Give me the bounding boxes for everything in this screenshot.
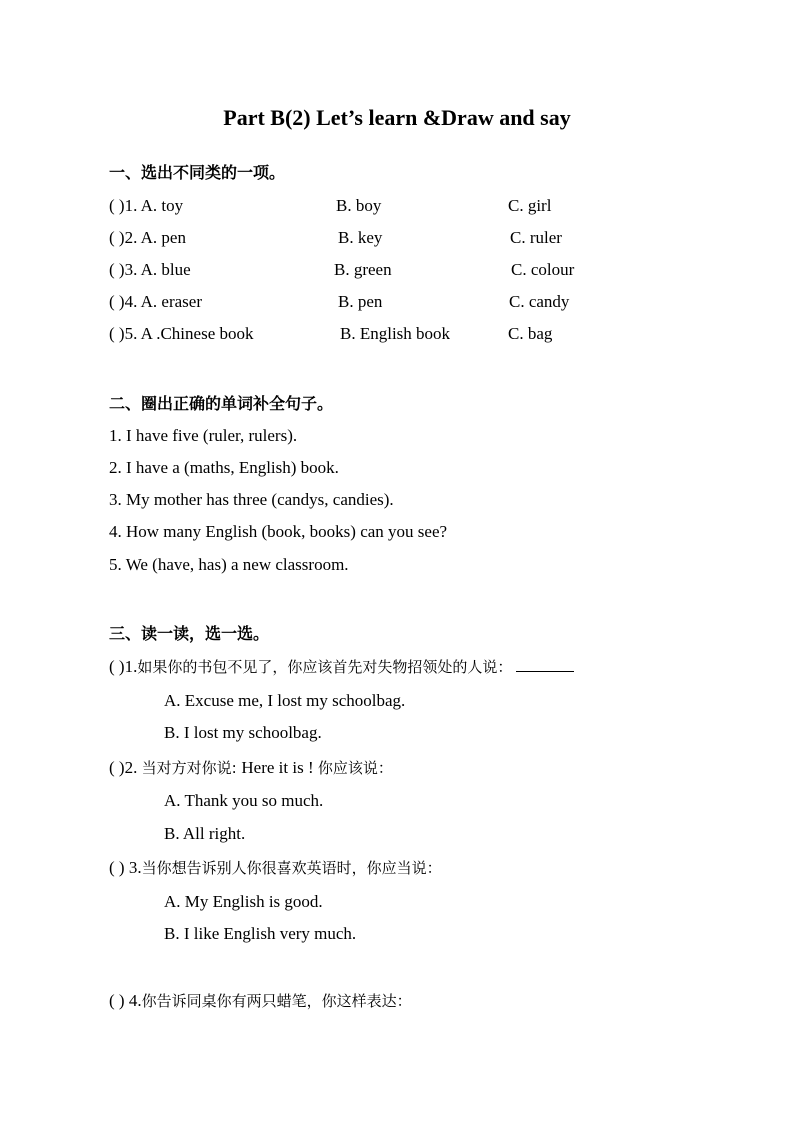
s2-item5: 5. We (have, has) a new classroom. — [109, 555, 349, 574]
s3-q3-option-a: A. My English is good. — [164, 892, 323, 911]
s1-row1-option-c: C. girl — [508, 196, 552, 215]
section3-heading: 三、读一读，选一选。 — [109, 624, 270, 643]
s1-row4-option-b: B. pen — [338, 292, 383, 311]
s3-q4-number: ( ) 4. — [109, 991, 142, 1010]
s3-q2-number: ( )2. — [109, 758, 138, 777]
s1-row5-option-b: B. English book — [340, 324, 451, 343]
s1-row2-option-c: C. ruler — [510, 228, 562, 247]
s3-q3 — [109, 857, 442, 878]
s1-row4-question: ( )4. A. eraser — [109, 292, 202, 311]
section2-heading: 二、圈出正确的单词补全句子。 — [109, 394, 334, 413]
s3-q1-number: ( )1. — [109, 657, 138, 676]
s2-item2: 2. I have a (maths, English) book. — [109, 458, 339, 477]
s1-row3-option-c: C. colour — [511, 260, 575, 279]
s2-item3: 3. My mother has three (candys, candies). — [109, 490, 394, 509]
s1-row5-question: ( )5. A .Chinese book — [109, 324, 254, 343]
section1-heading: 一、选出不同类的一项。 — [109, 163, 286, 182]
s3-q2-option-a: A. Thank you so much. — [164, 791, 324, 810]
s3-q1-answer-blank[interactable] — [516, 657, 574, 672]
s3-q1-option-a: A. Excuse me, I lost my schoolbag. — [164, 691, 406, 710]
s3-q2-suffix: 你应该说： — [317, 759, 393, 777]
s3-q4 — [109, 990, 412, 1011]
s1-row2-option-b: B. key — [338, 228, 383, 247]
s1-row3-question: ( )3. A. blue — [109, 260, 191, 279]
s3-q3-option-b: B. I like English very much. — [164, 924, 357, 943]
page-title: Part B(2) Let’s learn &Draw and say — [223, 105, 571, 130]
s3-q2-option-b: B. All right. — [164, 824, 246, 843]
s3-q3-text: 当你想告诉别人你很喜欢英语时，你应当说： — [141, 859, 442, 877]
s3-q1 — [109, 656, 574, 677]
s2-item1: 1. I have five (ruler, rulers). — [109, 426, 298, 445]
s1-row1-question: ( )1. A. toy — [109, 196, 184, 215]
s1-row2-question: ( )2. A. pen — [109, 228, 186, 247]
s2-item4: 4. How many English (book, books) can you see? — [109, 522, 448, 541]
s1-row3-option-b: B. green — [334, 260, 392, 279]
s1-row1-option-b: B. boy — [336, 196, 382, 215]
s3-q2-prefix: 当对方对你说: — [141, 759, 242, 777]
s1-row5-option-c: C. bag — [508, 324, 553, 343]
s3-q2-english: Here it is ! — [241, 758, 318, 777]
s3-q1-text: 如果你的书包不见了，你应该首先对失物招领处的人说： — [137, 658, 513, 676]
s3-q4-text: 你告诉同桌你有两只蜡笔，你这样表达： — [141, 992, 412, 1010]
s3-q3-number: ( ) 3. — [109, 858, 142, 877]
s3-q1-option-b: B. I lost my schoolbag. — [164, 723, 322, 742]
s1-row4-option-c: C. candy — [509, 292, 570, 311]
s3-q2 — [109, 757, 393, 778]
